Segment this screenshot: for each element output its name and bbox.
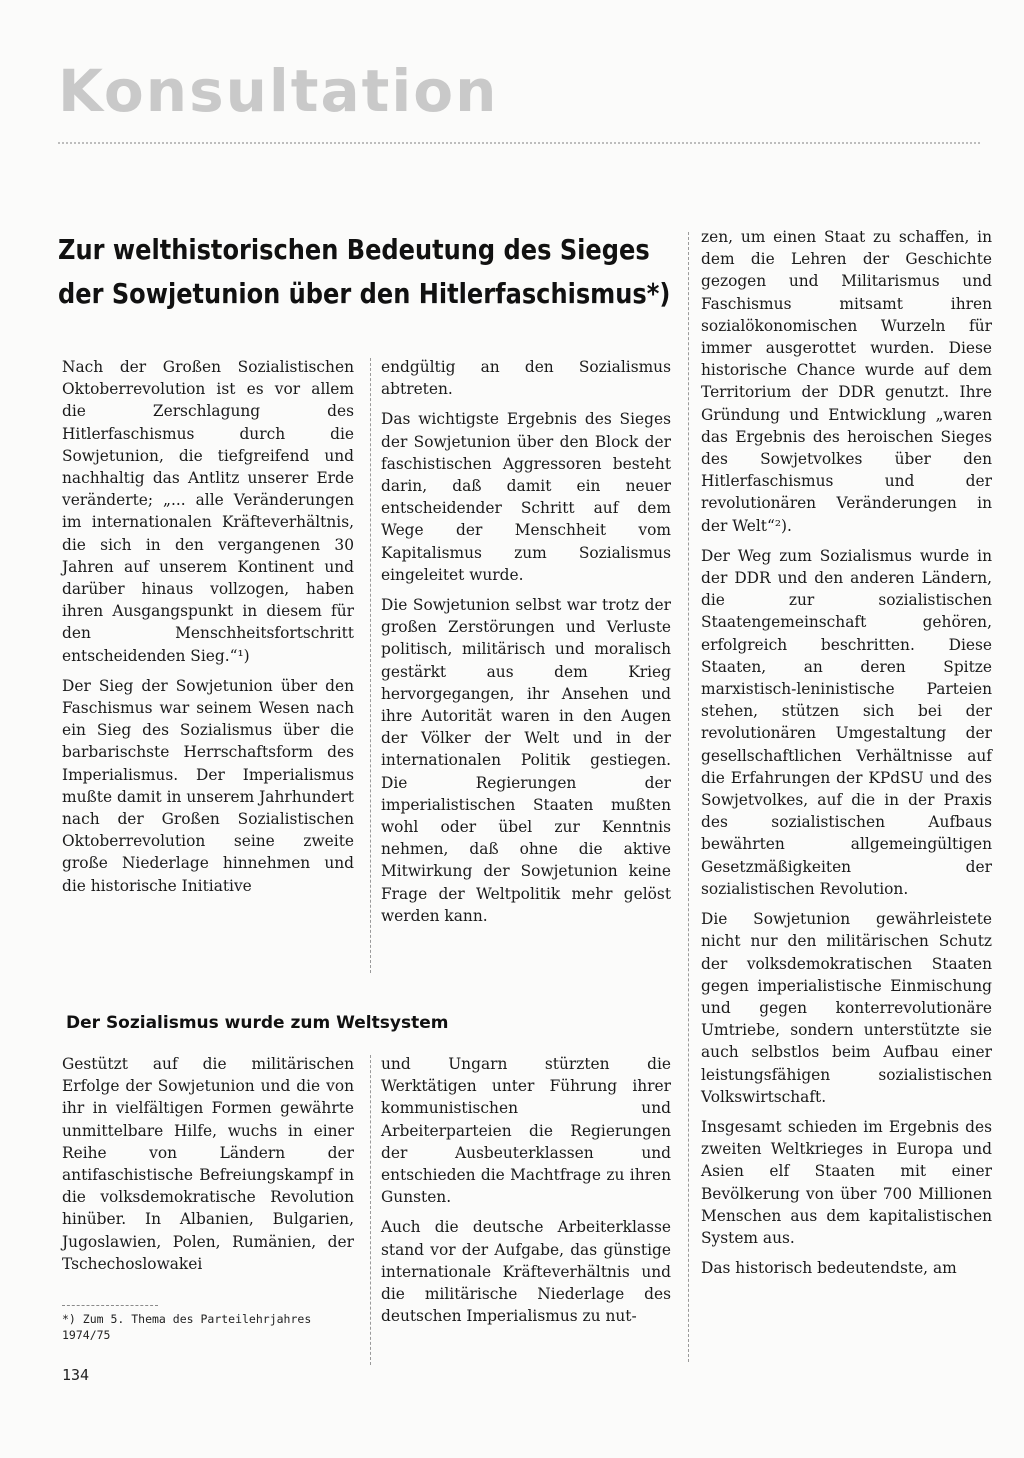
- title-line-1: Zur welthistorischen Bedeutung des Sieges: [58, 233, 650, 266]
- section1-column1: [62, 356, 354, 905]
- right-column: [701, 226, 992, 1287]
- paragraph: Gestützt auf die militärischen Erfolge der Sowjetunion und die von ihr in vielfältigen Formen gewährte unmittelbare Hilfe, wuchs in einer Reihe von Ländern der antifaschistische Befreiungskampf in die volksdemokratische Revolution hinüber. In Albanien, Bulgarien, Jugoslawien, Polen, Rumänien, der Tschechoslowakei: [62, 1055, 354, 1273]
- paragraph: zen, um einen Staat zu schaffen, in dem die Lehren der Geschichte gezogen und Militarismus und Faschismus mitsamt ihren sozialökonomischen Wurzeln für immer ausgerottet wurden. Diese historische Chance wurde auf dem Territorium der DDR genutzt. Ihre Gründung und Entwicklung „waren das Ergebnis des heroischen Sieges des Sowjetvolkes über den Hitlerfaschismus und der revolutionären Veränderungen in der Welt“²).: [701, 228, 992, 535]
- section2-column2: [381, 1053, 671, 1335]
- paragraph: Auch die deutsche Arbeiterklasse stand vor der Aufgabe, das günstige internationale Kräfteverhältnis und die militärische Niederlage des deutschen Imperialismus zu nut-: [381, 1218, 671, 1326]
- article-title: [58, 228, 671, 316]
- paragraph: Die Sowjetunion gewährleistete nicht nur den militärischen Schutz der volksdemokratischen Staaten gegen imperialistische Einmischung und gegen konterrevolutionäre Umtriebe, sondern unterstützte sie auch selbstlos beim Aufbau einer leistungsfähigen sozialistischen Volkswirtschaft.: [701, 910, 992, 1106]
- paragraph: und Ungarn stürzten die Werktätigen unter Führung ihrer kommunistischen und Arbeiterparteien die Regierungen der Ausbeuterklassen und entschieden die Machtfrage zu ihren Gunsten.: [381, 1055, 671, 1207]
- paragraph: Der Weg zum Sozialismus wurde in der DDR und den anderen Ländern, die zur sozialistischen Staatengemeinschaft gehören, erfolgreich beschritten. Diese Staaten, an deren Spitze marxistisch-leninistische Parteien stehen, stützen sich bei der revolutionären Umgestaltung der gesellschaftlichen Verhältnisse auf die Erfahrungen der KPdSU und des Sowjetvolkes, auf die in der Praxis des sozialistischen Aufbaus bewährten allgemeingültigen Gesetzmäßigkeiten der sozialistischen Revolution.: [701, 546, 992, 898]
- paragraph: Das wichtigste Ergebnis des Sieges der Sowjetunion über den Block der faschistischen Aggressoren besteht darin, daß damit ein neuer entscheidender Schritt auf dem Wege der Menschheit vom Kapitalismus zum Sozialismus eingeleitet wurde.: [381, 410, 671, 584]
- paragraph: Insgesamt schieden im Ergebnis des zweiten Weltkrieges in Europa und Asien elf Staaten mit einer Bevölkerung von über 700 Millionen Menschen aus dem kapitalistischen System aus.: [701, 1117, 992, 1247]
- paragraph: endgültig an den Sozialismus abtreten.: [381, 358, 671, 399]
- column-divider: [370, 1055, 371, 1365]
- paragraph: Das historisch bedeutendste, am: [701, 1259, 957, 1278]
- column-divider: [370, 358, 371, 973]
- paragraph: Der Sieg der Sowjetunion über den Faschismus war seinem Wesen nach ein Sieg des Sozialismus über die barbarischste Herrschaftsform des Imperialismus. Der Imperialismus mußte damit in unserem Jahrhundert nach der Großen Sozialistischen Oktoberrevolution seine zweite große Niederlage hinnehmen und die historische Initiative: [62, 676, 354, 895]
- paragraph: Nach der Großen Sozialistischen Oktoberrevolution ist es vor allem die Zerschlagung des Hitlerfaschismus durch die Sowjetunion, die tiefgreifend und nachhaltig das Antlitz unserer Erde veränderte; „... alle Veränderungen im internationalen Kräfteverhältnis, die sich in den vergangenen 30 Jahren auf unserem Kontinent und darüber hinaus vollzogen, haben ihren Ausgangspunkt in diesem für den Menschheitsfortschritt entscheidenden Sieg.“¹): [62, 358, 354, 665]
- section2-column1: [62, 1053, 354, 1283]
- page-number: 134: [62, 1366, 90, 1384]
- section-subheading: Der Sozialismus wurde zum Weltsystem: [66, 1013, 449, 1033]
- rubric-divider: [58, 142, 980, 144]
- paragraph: Die Sowjetunion selbst war trotz der großen Zerstörungen und Verluste politisch, militärisch und moralisch gestärkt aus dem Krieg hervorgegangen, ihr Ansehen und ihre Autorität waren in den Augen der Völker der Welt und in der internationalen Politik gestiegen. Die Regierungen der imperialistischen Staaten mußten wohl oder übel zur Kenntnis nehmen, daß ohne die aktive Mitwirkung der Sowjetunion keine Frage der Weltpolitik mehr gelöst werden kann.: [381, 596, 671, 925]
- column-divider: [688, 232, 689, 1362]
- footnote-divider: [62, 1305, 158, 1306]
- title-line-2: der Sowjetunion über den Hitlerfaschismus*): [58, 277, 671, 310]
- section1-column2: [381, 356, 671, 935]
- rubric-heading: Konsultation: [58, 57, 499, 125]
- footnote: *) Zum 5. Thema des Parteilehrjahres 1974/75: [62, 1312, 312, 1342]
